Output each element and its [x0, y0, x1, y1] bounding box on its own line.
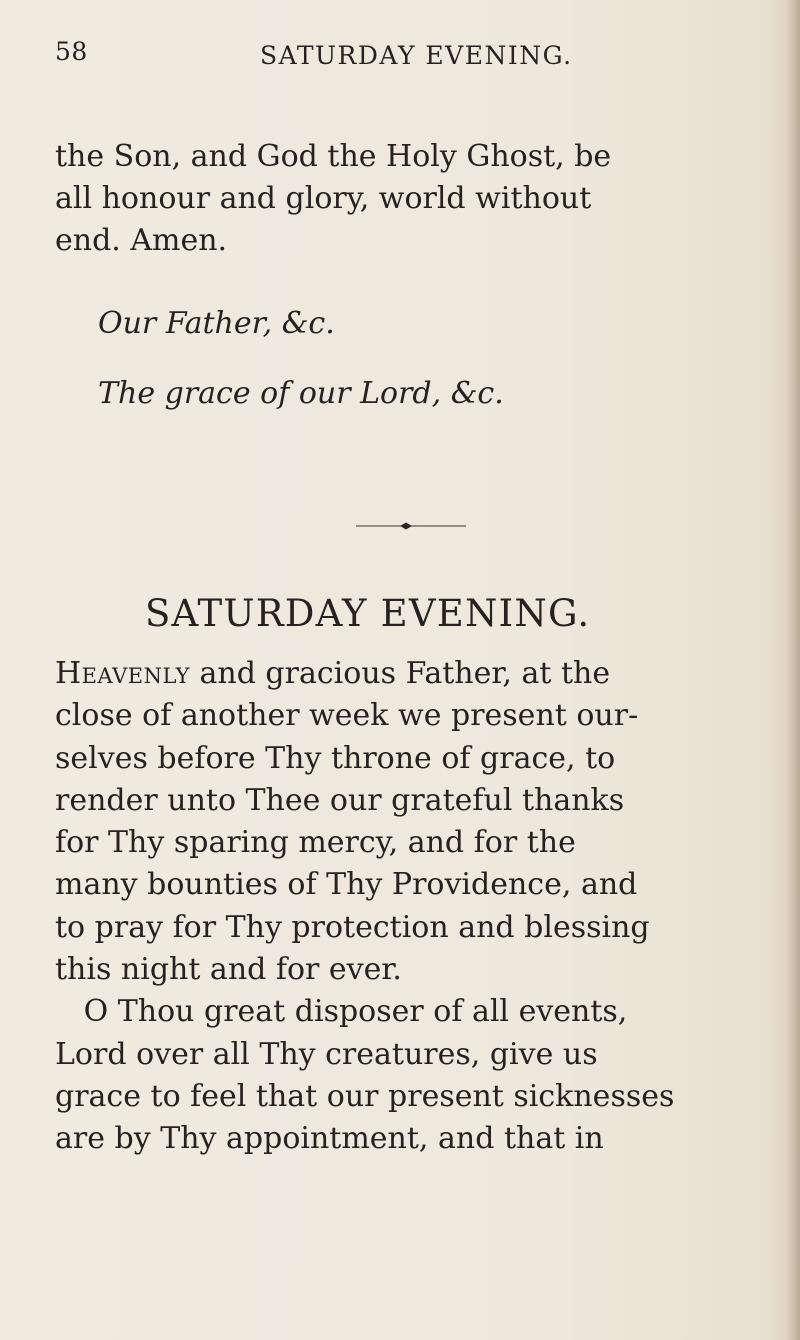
text-line: O Thou great disposer of all events, [55, 994, 628, 1030]
previous-prayer-ending [55, 136, 790, 262]
initial-word: Heavenly [55, 656, 190, 691]
text-line: the Son, and God the Holy Ghost, be [55, 139, 612, 174]
text-line: selves before Thy throne of grace, to [55, 740, 616, 776]
text-line: grace to feel that our present sicknesses [55, 1078, 675, 1114]
text-line: render unto Thee our grateful thanks [55, 782, 625, 818]
section-title: SATURDAY EVENING. [145, 592, 591, 635]
text-line: for Thy sparing mercy, and for the [55, 825, 576, 861]
text-line: end. Amen. [55, 223, 228, 258]
text-line: many bounties of Thy Providence, and [55, 867, 638, 903]
section-divider-ornament [356, 520, 466, 532]
saturday-evening-prayer [55, 653, 790, 1161]
text-line: Lord over all Thy creatures, give us [55, 1036, 598, 1072]
text-line: to pray for Thy protection and blessing [55, 909, 650, 945]
page-number: 58 [55, 37, 88, 66]
running-head: SATURDAY EVENING. [260, 41, 573, 70]
our-father-reference: Our Father, &c. [98, 306, 335, 341]
text-line: all honour and glory, world without [55, 181, 592, 216]
text-line [55, 653, 790, 695]
text-line: this night and for ever. [55, 952, 402, 988]
first-line-rest: and gracious Father, at the [189, 656, 611, 691]
text-line: close of another week we present our- [55, 698, 639, 734]
grace-reference: The grace of our Lord, &c. [98, 376, 504, 411]
text-line: are by Thy appointment, and that in [55, 1121, 604, 1157]
